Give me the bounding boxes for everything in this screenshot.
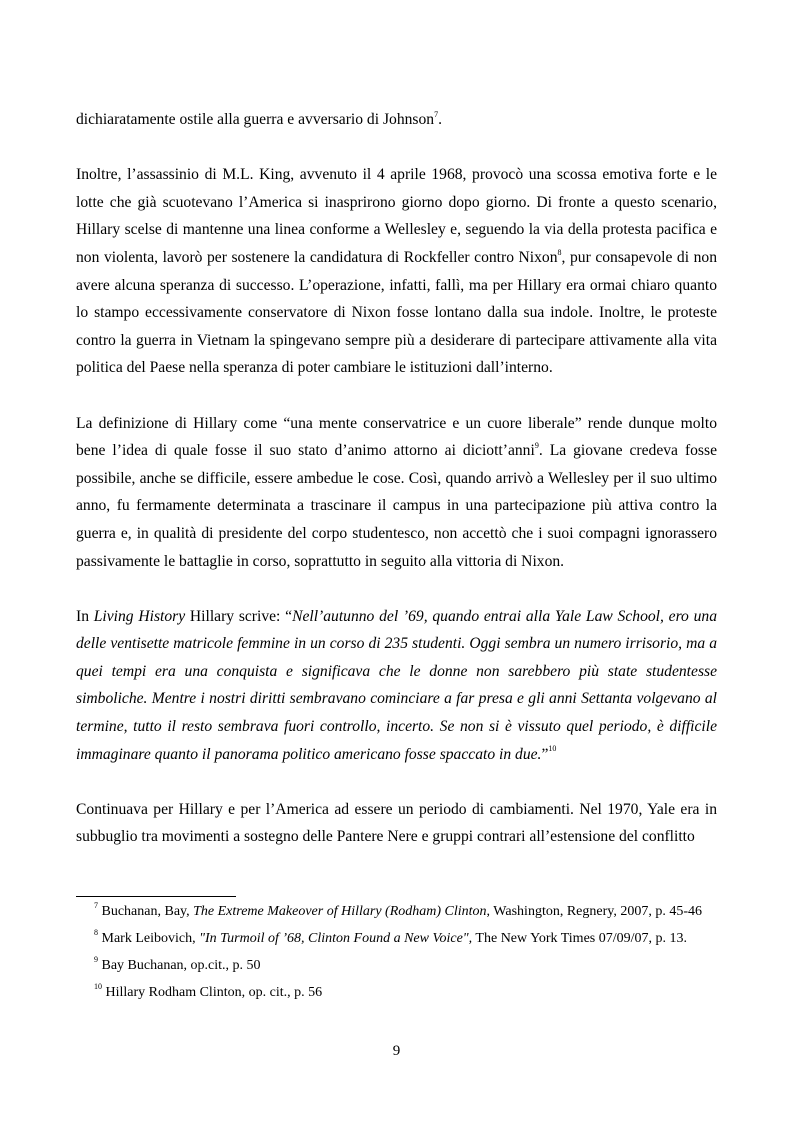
paragraph-text: Inoltre, l’assassinio di M.L. King, avvenuto il 4 aprile 1968, provocò una scossa emotiva forte e le lotte che già scuotevano l’America si inasprirono giorno dopo giorno. Di fronte a questo scenario, Hillary scelse di mantenne una linea conforme a Wellesley e, seguendo la via della protesta pacifica e non violenta, lavorò per sostenere la candidatura di Rockfeller contro Nixon — [76, 166, 717, 266]
paragraph-text: ” — [541, 745, 549, 763]
footnote-text: The New York Times 07/09/07, p. 13. — [472, 931, 688, 946]
footnote-number: 10 — [94, 982, 102, 992]
footnote-number: 8 — [94, 928, 98, 938]
footnote-ref: 7 — [434, 109, 439, 119]
footnote-10 — [94, 982, 717, 1004]
paragraph-text: dichiaratamente ostile alla guerra e avversario di Johnson — [76, 111, 435, 128]
footnotes — [94, 901, 717, 1009]
paragraph-4 — [76, 603, 717, 769]
paragraph-1 — [76, 106, 717, 134]
paragraph-3 — [76, 410, 717, 576]
footnote-ref: 10 — [548, 744, 557, 754]
footnote-ref: 9 — [534, 440, 539, 450]
footnote-text: Mark Leibovich, — [98, 931, 200, 946]
page-number: 9 — [392, 1043, 401, 1059]
footnote-title: The Extreme Makeover of Hillary (Rodham) Clinton — [193, 904, 487, 919]
footnote-ref: 8 — [557, 247, 562, 257]
paragraph-2 — [76, 161, 717, 382]
footnote-separator — [76, 896, 236, 897]
main-text — [76, 106, 717, 851]
paragraph-5 — [76, 796, 717, 851]
paragraph-text: La definizione di Hillary come “una mente conservatrice e un cuore liberale” rende dunque molto bene l’idea di quale fosse il suo stato d’animo attorno ai diciott’anni — [76, 414, 717, 460]
footnote-title: "In Turmoil of ’68, Clinton Found a New Voice", — [199, 931, 473, 946]
paragraph-text: . La giovane credeva fosse possibile, anche se difficile, essere ambedue le cose. Così, quando arrivò a Wellesley per il suo ultimo anno, fu fermamente determinata a trascinare il campus in una partecipazione più attiva contro la guerra e, in qualità di presidente del corpo studentesco, non accettò che i suoi compagni ignorassero passivamente le battaglie in corso, soprattutto in seguito alla vittoria di Nixon. — [76, 442, 717, 570]
paragraph-text: Continuava per Hillary e per l’America ad essere un periodo di cambiamenti. Nel 1970, Yale era in subbuglio tra movimenti a sostegno delle Pantere Nere e gruppi contrari all’estensione del conflitto — [76, 800, 717, 846]
footnote-8 — [94, 928, 717, 950]
footnote-text: Hillary Rodham Clinton, op. cit., p. 56 — [102, 985, 323, 1000]
footnote-text: , Washington, Regnery, 2007, p. 45-46 — [486, 904, 703, 919]
footnote-number: 7 — [94, 901, 98, 911]
paragraph-text: In — [76, 607, 94, 625]
footnote-number: 9 — [94, 955, 98, 965]
paragraph-text: , pur consapevole di non avere alcuna speranza di successo. L’operazione, infatti, fallì, ma per Hillary era ormai chiaro quanto lo stampo eccessivamente conservatore di Nixon fosse lontano dalla sua indole. Inoltre, le proteste contro la guerra in Vietnam la spingevano sempre più a desiderare di partecipare attivamente alla vita politica del Paese nella speranza di poter cambiare le istituzioni dall’interno. — [76, 248, 718, 377]
footnote-9 — [94, 955, 717, 977]
footnote-7 — [94, 901, 717, 923]
footnote-text: Bay Buchanan, op.cit., p. 50 — [98, 958, 261, 973]
paragraph-text: Hillary scrive: “ — [185, 607, 293, 625]
quotation: Nell’autunno del ’69, quando entrai alla Yale Law School, ero una delle ventisette matricole femmine in un corso di 235 studenti. Oggi sembra un numero irrisorio, ma a quei tempi era una conquista e significava che le donne non sarebbero più state studentesse simboliche. Mentre i nostri diritti sembravano cominciare a far presa e gli anni Settanta volgevano al termine, tutto il resto sembrava fuori controllo, incerto. Se non si è vissuto quel periodo, è difficile immaginare quanto il panorama politico americano fosse spaccato in due. — [76, 607, 717, 763]
book-title: Living History — [93, 607, 186, 625]
paragraph-text: . — [438, 111, 442, 128]
footnote-text: Buchanan, Bay, — [98, 904, 194, 919]
